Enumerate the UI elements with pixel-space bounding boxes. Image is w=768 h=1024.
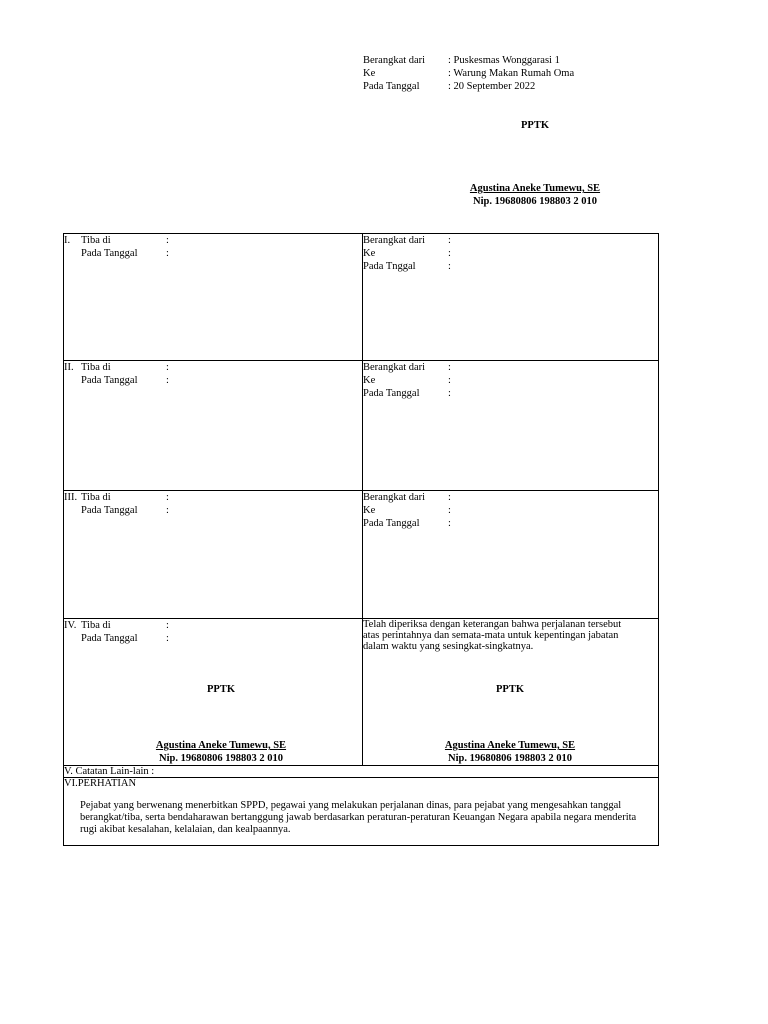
row-divider-1 (63, 360, 659, 361)
colon: : (448, 505, 451, 516)
table-border-left (63, 233, 64, 846)
tanggal-label: Pada Tanggal (81, 248, 138, 259)
colon: : (166, 248, 169, 259)
tiba-label: Tiba di (81, 492, 111, 503)
tiba-label: Tiba di (81, 620, 111, 631)
colon: : (166, 362, 169, 373)
perhatian-text: Pejabat yang berwenang menerbitkan SPPD, pegawai yang melakukan perjalanan dinas, para pejabat yang mengesahkan tanggal berangkat/tiba, serta bendaharawan bertanggung jawab berdasarkan peraturan-peraturan Keuangan Negara apabila negara menderita rugi akibat kesalahan, kelalaian, dan kealpaannya. (80, 800, 637, 835)
colon: : (166, 375, 169, 386)
right-signer-nip: Nip. 19680806 198803 2 010 (448, 753, 572, 764)
colon: : (448, 518, 451, 529)
tanggal-label: Pada Tanggal (363, 388, 420, 399)
header-label-tanggal: Pada Tanggal (363, 81, 420, 92)
perhatian-title: VI.PERHATIAN (64, 778, 137, 789)
header-value-tanggal: : 20 September 2022 (448, 81, 536, 92)
colon: : (166, 235, 169, 246)
verification-statement: Telah diperiksa dengan keterangan bahwa perjalanan tersebut atas perintahnya dan semata-mata untuk kepentingan jabatan dalam waktu yang sesingkat-singkatnya. (363, 619, 622, 652)
berangkat-label: Berangkat dari (363, 492, 426, 503)
tanggal-label: Pada Tanggal (81, 505, 138, 516)
row-numeral: IV. (64, 620, 77, 631)
tanggal-label: Pada Tanggal (363, 518, 420, 529)
colon: : (448, 375, 451, 386)
left-signer-name: Agustina Aneke Tumewu, SE (155, 740, 287, 751)
colon: : (448, 261, 451, 272)
berangkat-label: Berangkat dari (363, 362, 426, 373)
table-border-bottom (63, 845, 659, 846)
berangkat-label: Berangkat dari (363, 235, 426, 246)
row-numeral: II. (64, 362, 74, 373)
tanggal-label: Pada Tnggal (363, 261, 416, 272)
colon: : (448, 248, 451, 259)
header-signer-name: Agustina Aneke Tumewu, SE (469, 183, 601, 194)
header-label-ke: Ke (363, 68, 376, 79)
colon: : (166, 620, 169, 631)
right-signer-name: Agustina Aneke Tumewu, SE (444, 740, 576, 751)
colon: : (448, 362, 451, 373)
catatan-label: V. Catatan Lain-lain : (64, 766, 155, 777)
colon: : (166, 633, 169, 644)
tanggal-label: Pada Tanggal (81, 633, 138, 644)
tiba-label: Tiba di (81, 362, 111, 373)
row-numeral: I. (64, 235, 71, 246)
ke-label: Ke (363, 375, 376, 386)
left-signer-nip: Nip. 19680806 198803 2 010 (159, 753, 283, 764)
colon: : (448, 388, 451, 399)
header-value-berangkat: : Puskesmas Wonggarasi 1 (448, 55, 560, 66)
left-role: PPTK (207, 684, 235, 695)
row-divider-2 (63, 490, 659, 491)
table-border-top (63, 233, 659, 234)
table-border-right (658, 233, 659, 846)
colon: : (166, 505, 169, 516)
header-label-berangkat: Berangkat dari (363, 55, 426, 66)
colon: : (448, 235, 451, 246)
header-value-ke: : Warung Makan Rumah Oma (448, 68, 575, 79)
colon: : (448, 492, 451, 503)
right-role: PPTK (496, 684, 524, 695)
row-numeral: III. (64, 492, 78, 503)
tiba-label: Tiba di (81, 235, 111, 246)
header-signer-nip: Nip. 19680806 198803 2 010 (473, 196, 597, 207)
header-role: PPTK (521, 120, 549, 131)
tanggal-label: Pada Tanggal (81, 375, 138, 386)
colon: : (166, 492, 169, 503)
ke-label: Ke (363, 505, 376, 516)
ke-label: Ke (363, 248, 376, 259)
